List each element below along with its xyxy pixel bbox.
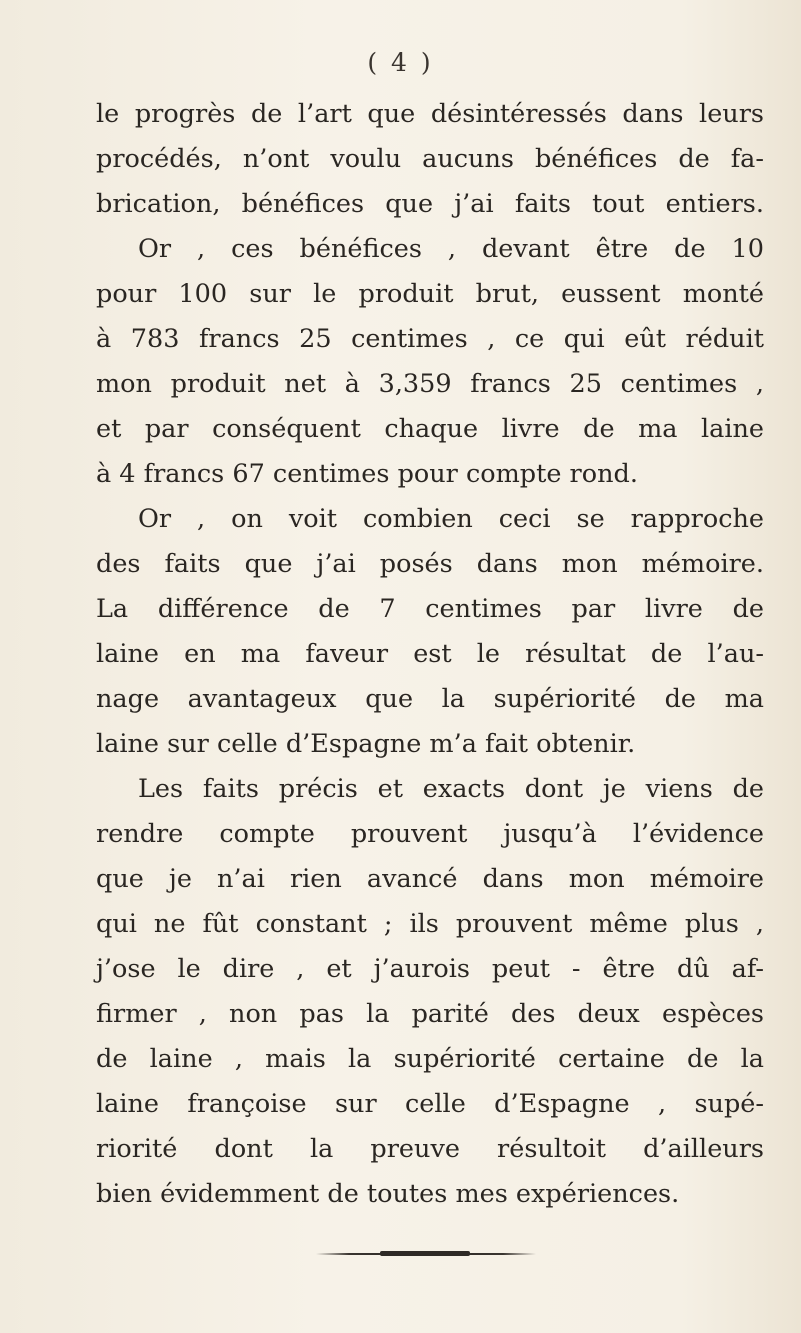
paragraph-start-line: Or , on voit combien ceci se rapproche [138, 504, 764, 534]
text-line: laine françoise sur celle d’Espagne , supé- [96, 1089, 764, 1119]
text-line: procédés, n’ont voulu aucuns bénéfices de fa- [96, 144, 764, 174]
text-line: riorité dont la preuve résultoit d’ailleurs [96, 1134, 764, 1164]
text-line: nage avantageux que la supériorité de ma [96, 684, 764, 714]
text-line: de laine , mais la supériorité certaine de la [96, 1044, 764, 1074]
text-line: que je n’ai rien avancé dans mon mémoire [96, 864, 764, 894]
body-text [96, 92, 764, 1217]
text-line: pour 100 sur le produit brut, eussent monté [96, 279, 764, 309]
text-line: mon produit net à 3,359 francs 25 centimes , [96, 369, 764, 399]
page-number: ( 4 ) [367, 48, 434, 77]
text-line: le progrès de l’art que désintéressés dans leurs [96, 99, 764, 129]
text-line: La différence de 7 centimes par livre de [96, 594, 764, 624]
text-line: qui ne fût constant ; ils prouvent même plus , [96, 909, 764, 939]
end-rule-ornament [380, 1251, 470, 1256]
paragraph-start-line: Les faits précis et exacts dont je viens de [138, 774, 764, 804]
paragraph-end-line: laine sur celle d’Espagne m’a fait obtenir. [96, 729, 636, 759]
text-line: rendre compte prouvent jusqu’à l’évidence [96, 819, 764, 849]
text-line: et par conséquent chaque livre de ma laine [96, 414, 764, 444]
text-line: j’ose le dire , et j’aurois peut - être dû af- [96, 954, 764, 984]
text-line: à 783 francs 25 centimes , ce qui eût réduit [96, 324, 764, 354]
text-line: firmer , non pas la parité des deux espèces [96, 999, 764, 1029]
text-line: des faits que j’ai posés dans mon mémoire. [96, 549, 764, 579]
paragraph-end-line: bien évidemment de toutes mes expériences. [96, 1179, 680, 1209]
text-line: laine en ma faveur est le résultat de l’au- [96, 639, 764, 669]
paragraph-end-line: à 4 francs 67 centimes pour compte rond. [96, 459, 638, 489]
paragraph-start-line: Or , ces bénéfices , devant être de 10 [138, 234, 764, 264]
text-line: brication, bénéfices que j’ai faits tout entiers. [96, 189, 764, 219]
